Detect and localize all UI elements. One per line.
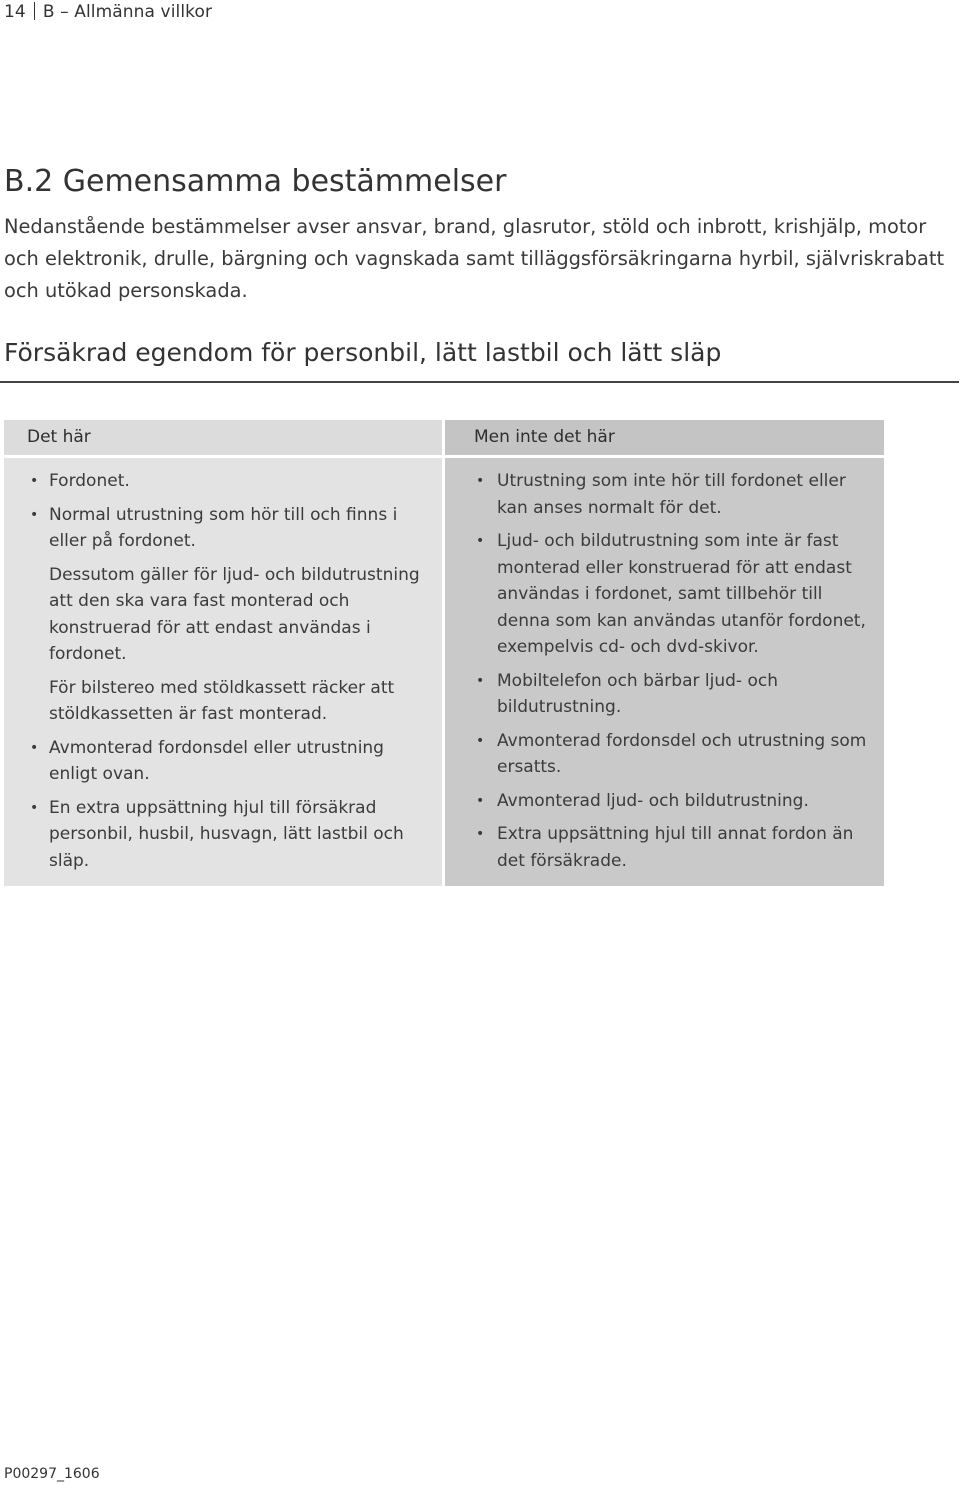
- page-number: 14: [4, 2, 26, 22]
- bullet: •: [476, 533, 485, 549]
- list-item-text: Avmonterad ljud- och bildutrustning.: [497, 790, 809, 811]
- list-item: [4, 468, 442, 495]
- included-column-header: Det här: [4, 420, 442, 455]
- bullet: •: [30, 799, 39, 816]
- list-item-text: Fordonet.: [49, 471, 130, 491]
- bullet: •: [476, 826, 485, 842]
- running-header: [4, 2, 212, 22]
- list-item: [4, 562, 442, 668]
- list-item: [445, 528, 884, 661]
- list-item-text: Normal utrustning som hör till och finns i eller på fordonet.: [49, 504, 398, 551]
- list-item: [4, 502, 442, 555]
- list-item: [4, 675, 442, 728]
- bullet: •: [30, 473, 39, 489]
- list-item: [445, 788, 884, 815]
- included-list: [4, 458, 442, 874]
- excluded-column-header: Men inte det här: [445, 420, 884, 455]
- list-item: [445, 468, 884, 521]
- header-section: B – Allmänna villkor: [42, 2, 213, 22]
- list-item-text: Avmonterad fordonsdel och utrustning som ersatts.: [497, 730, 867, 777]
- included-column: [4, 420, 442, 886]
- list-item: [445, 668, 884, 721]
- heading-rule: [0, 381, 959, 383]
- list-item: [4, 795, 442, 875]
- list-item: [445, 728, 884, 781]
- intro-paragraph: Nedanstående bestämmelser avser ansvar, brand, glasrutor, stöld och inbrott, krishjälp, motor och elektronik, drulle, bärgning och vagnskada samt tilläggsförsäkringarna hyrbil, självriskrabatt och utökad personskada.: [4, 215, 945, 302]
- document-code: P00297_1606: [4, 1466, 100, 1482]
- header-separator: [34, 2, 35, 20]
- subheading: Försäkrad egendom för personbil, lätt lastbil och lätt släp: [4, 338, 722, 367]
- bullet: •: [476, 792, 485, 809]
- list-item-text: Dessutom gäller för ljud- och bildutrustning att den ska vara fast monterad och konstruerad för att endast användas i fordonet.: [49, 564, 420, 664]
- bullet: •: [476, 672, 485, 689]
- bullet: •: [30, 739, 39, 756]
- list-item-text: För bilstereo med stöldkassett räcker att stöldkassetten är fast monterad.: [49, 677, 395, 724]
- bullet: •: [476, 473, 485, 489]
- section-title: B.2 Gemensamma bestämmelser: [4, 164, 507, 199]
- bullet: •: [476, 732, 485, 749]
- list-item-text: Ljud- och bildutrustning som inte är fast monterad eller konstruerad för att endast användas i fordonet, samt tillbehör till denna som kan användas utanför fordonet, exempelvis cd- och dvd-skivor.: [497, 531, 866, 657]
- list-item: [445, 821, 884, 874]
- list-item-text: Avmonterad fordonsdel eller utrustning enligt ovan.: [49, 737, 384, 784]
- list-item-text: Utrustning som inte hör till fordonet eller kan anses normalt för det.: [497, 471, 846, 518]
- excluded-list: [445, 458, 884, 874]
- list-item-text: En extra uppsättning hjul till försäkrad personbil, husbil, husvagn, lätt lastbil och släp.: [49, 797, 404, 871]
- excluded-column: [445, 420, 884, 886]
- list-item-text: Mobiltelefon och bärbar ljud- och bildutrustning.: [497, 670, 778, 717]
- list-item: [4, 735, 442, 788]
- bullet: •: [30, 506, 39, 523]
- list-item-text: Extra uppsättning hjul till annat fordon än det försäkrade.: [497, 824, 854, 871]
